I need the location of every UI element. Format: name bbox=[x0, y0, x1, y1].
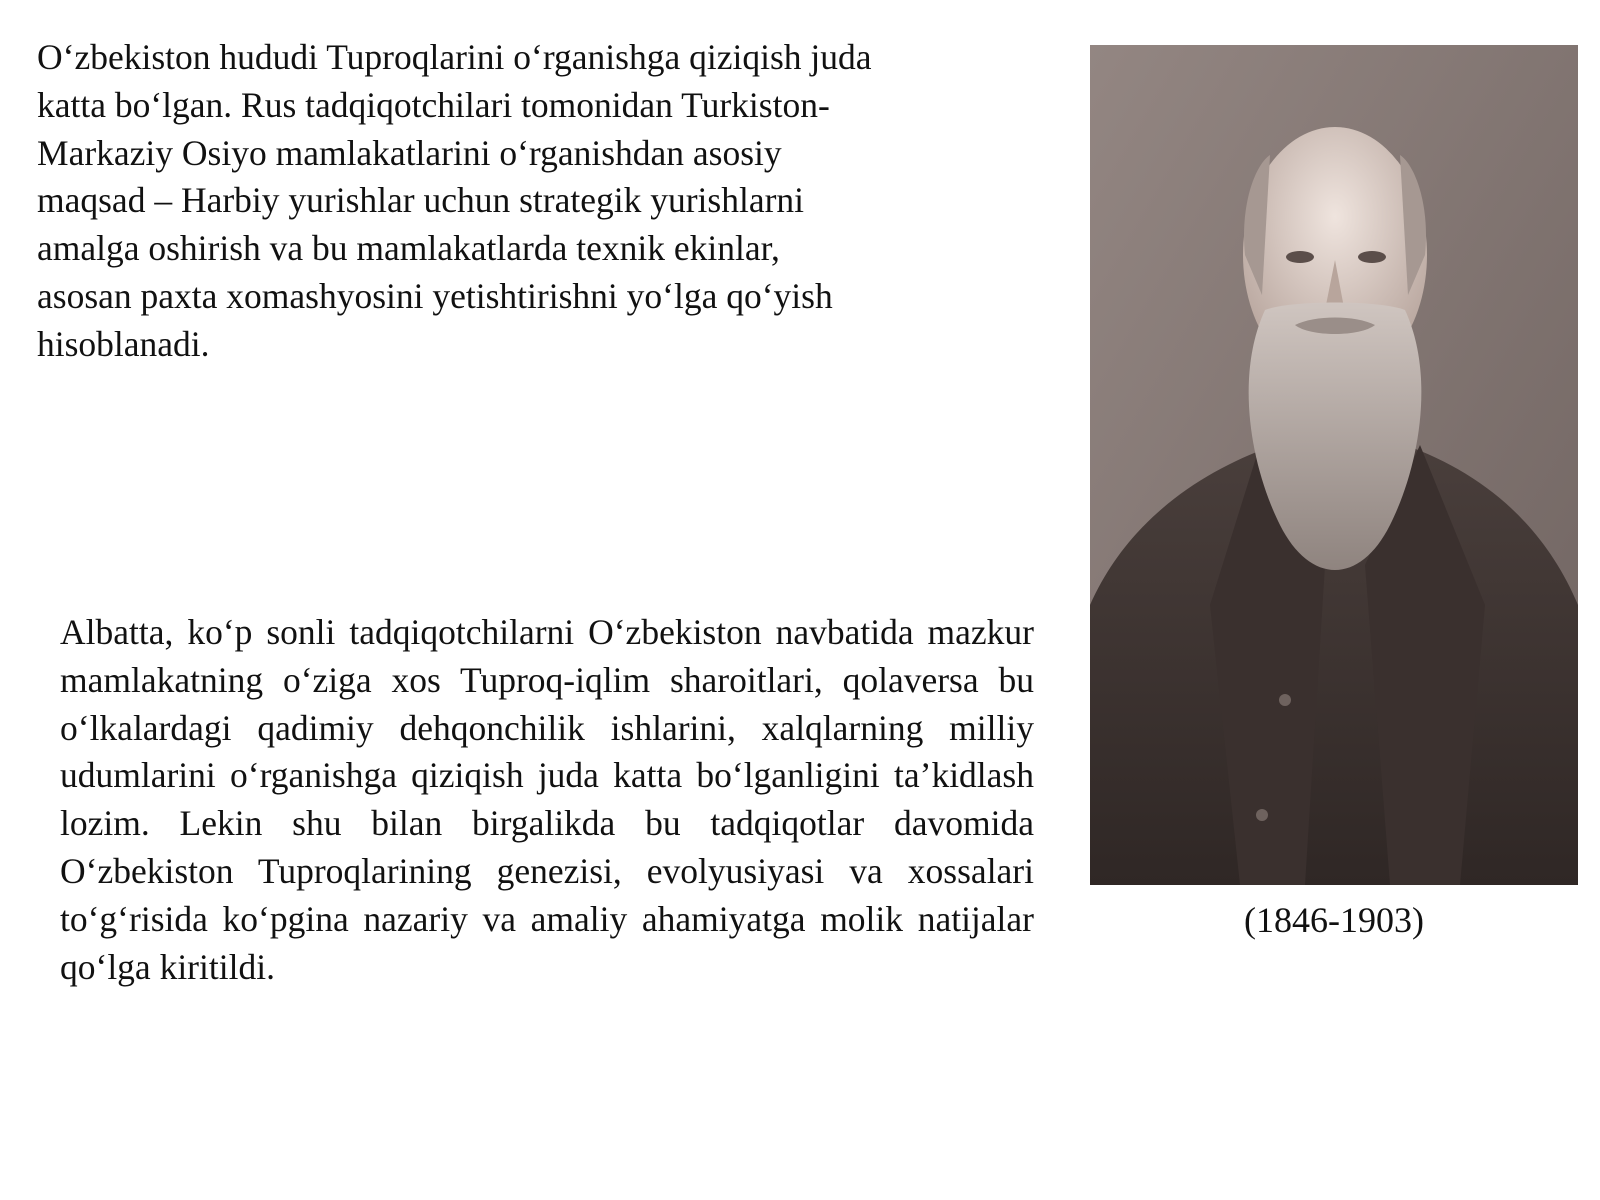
main-paragraph: Albatta, ko‘p sonli tadqiqotchilarni O‘zbekiston navbatida mazkur mamlakatning o‘ziga xos Tuproq-iqlim sharoitlari, qolaversa bu o‘lkalardagi qadimiy dehqonchilik ishlarini, xalqlarning milliy udumlarini o‘rganishga qiziqish juda katta bo‘lganligini ta’kidlash lozim. Lekin shu bilan birgalikda bu tadqiqotlar davomida O‘zbekiston Tuproqlarining genezisi, evolyusiyasi va xossalari to‘g‘risida ko‘pgina nazariy va amaliy ahamiyatga molik natijalar qo‘lga kiritildi. bbox=[60, 612, 1034, 987]
portrait-caption: (1846-1903) bbox=[1244, 900, 1424, 940]
portrait-photo bbox=[1090, 45, 1578, 885]
portrait-illustration bbox=[1090, 45, 1578, 885]
intro-paragraph: O‘zbekiston hududi Tuproqlarini o‘rganishga qiziqish juda katta bo‘lgan. Rus tadqiqotchilari tomonidan Turkiston- Markaziy Osiyo mamlakatlarini o‘rganishdan asosiy maqsad – Harbiy yurishlar uchun strategik yurishlarni amalga oshirish va bu mamlakatlarda texnik ekinlar, asosan paxta xomashyosini yetishtirishni yo‘lga qo‘yish hisoblanadi. bbox=[37, 37, 872, 364]
